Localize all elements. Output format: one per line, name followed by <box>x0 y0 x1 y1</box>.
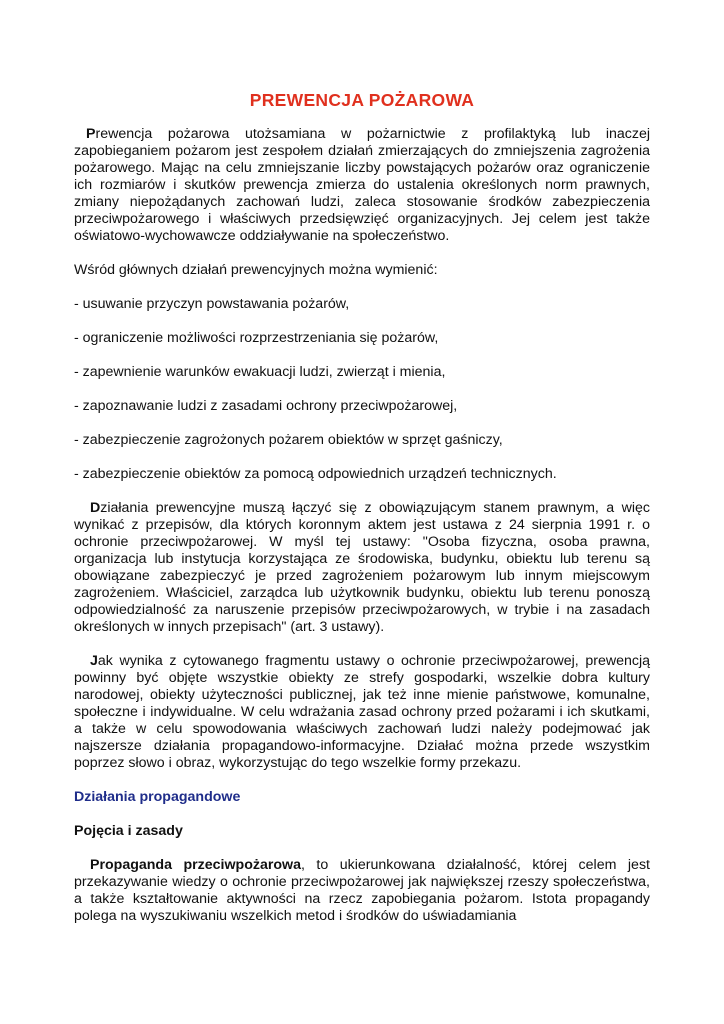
subsection-heading: Pojęcia i zasady <box>74 823 183 839</box>
document-page <box>74 88 650 925</box>
law-initial: D <box>90 500 101 516</box>
propaganda-paragraph <box>74 857 650 925</box>
law-text: ziałania prewencyjne muszą łączyć się z obowiązującym stanem prawnym, a więc wynikać z przepisów, dla których koronnym aktem jest ustawa z 24 sierpnia 1991 r. o ochronie przeciwpożarowej. W myśl tej ustawy: "Osoba fizyczna, osoba prawna, organizacja lub instytucja korzystająca ze środowiska, budynku, obiektu lub terenu są obowiązane zabezpieczyć je przed zagrożeniem pożarowym lub innym miejscowym zagrożeniem. Właściciel, zarządca lub użytkownik budynku, obiektu lub terenu ponoszą odpowiedzialność za naruszenie przepisów przeciwpożarowych, w trybie i na zasadach określonych w innych przepisach" (art. 3 ustawy). <box>74 500 650 635</box>
list-item: - zapewnienie warunków ewakuacji ludzi, zwierząt i mienia, <box>74 364 446 380</box>
scope-paragraph <box>74 653 650 772</box>
list-item: - zapoznawanie ludzi z zasadami ochrony przeciwpożarowej, <box>74 398 458 414</box>
list-intro: Wśród głównych działań prewencyjnych można wymienić: <box>74 262 438 278</box>
scope-text: ak wynika z cytowanego fragmentu ustawy o ochronie przeciwpożarowej, prewencją powinny być objęte wszystkie obiekty ze strefy gospodarki, wszelkie dobra kultury narodowej, obiekty użyteczności publicznej, jak też inne mienie państwowe, komunalne, społeczne i indywidualne. W celu wdrażania zasad ochrony przed pożarami i ich skutkami, a także w celu spowodowania właściwych zachowań ludzi należy podejmować jak najszersze działania propagandowo-informacyjne. Działać można przede wszystkim poprzez słowo i obraz, wykorzystując do tego wszelkie formy przekazu. <box>74 653 650 771</box>
intro-paragraph <box>74 126 650 245</box>
propaganda-text: , to ukierunkowana działalność, której celem jest przekazywanie wiedzy o ochronie przeciwpożarowej jak największej rzeszy społeczeństwa, a także kształtowanie aktywności na rzecz zapobiegania pożarom. Istota propagandy polega na wyszukiwaniu wszelkich metod i środków do uświadamiania <box>74 857 650 924</box>
page-title: PREWENCJA POŻAROWA <box>249 90 475 110</box>
list-item: - ograniczenie możliwości rozprzestrzeniania się pożarów, <box>74 330 439 346</box>
propaganda-term: Propaganda przeciwpożarowa <box>90 857 301 873</box>
intro-initial: P <box>86 126 96 142</box>
section-heading: Działania propagandowe <box>74 789 241 805</box>
law-paragraph <box>74 500 650 636</box>
list-item: - usuwanie przyczyn powstawania pożarów, <box>74 296 350 312</box>
intro-text: rewencja pożarowa utożsamiana w pożarnictwie z profilaktyką lub inaczej zapobieganiem pożarom jest zespołem działań zmierzających do zmniejszenia zagrożenia pożarowego. Mając na celu zmniejszanie liczby powstających pożarów oraz ograniczenie ich rozmiarów i skutków prewencja zmierza do ustalenia określonych norm prawnych, zmiany niepożądanych zachowań ludzi, zaleca stosowanie środków zabezpieczenia przeciwpożarowego i właściwych przedsięwzięć organizacyjnych. Jej celem jest także oświatowo-wychowawcze oddziaływanie na społeczeństwo. <box>74 126 650 244</box>
list-item: - zabezpieczenie zagrożonych pożarem obiektów w sprzęt gaśniczy, <box>74 432 503 448</box>
list-item: - zabezpieczenie obiektów za pomocą odpowiednich urządzeń technicznych. <box>74 466 557 482</box>
scope-initial: J <box>90 653 98 669</box>
